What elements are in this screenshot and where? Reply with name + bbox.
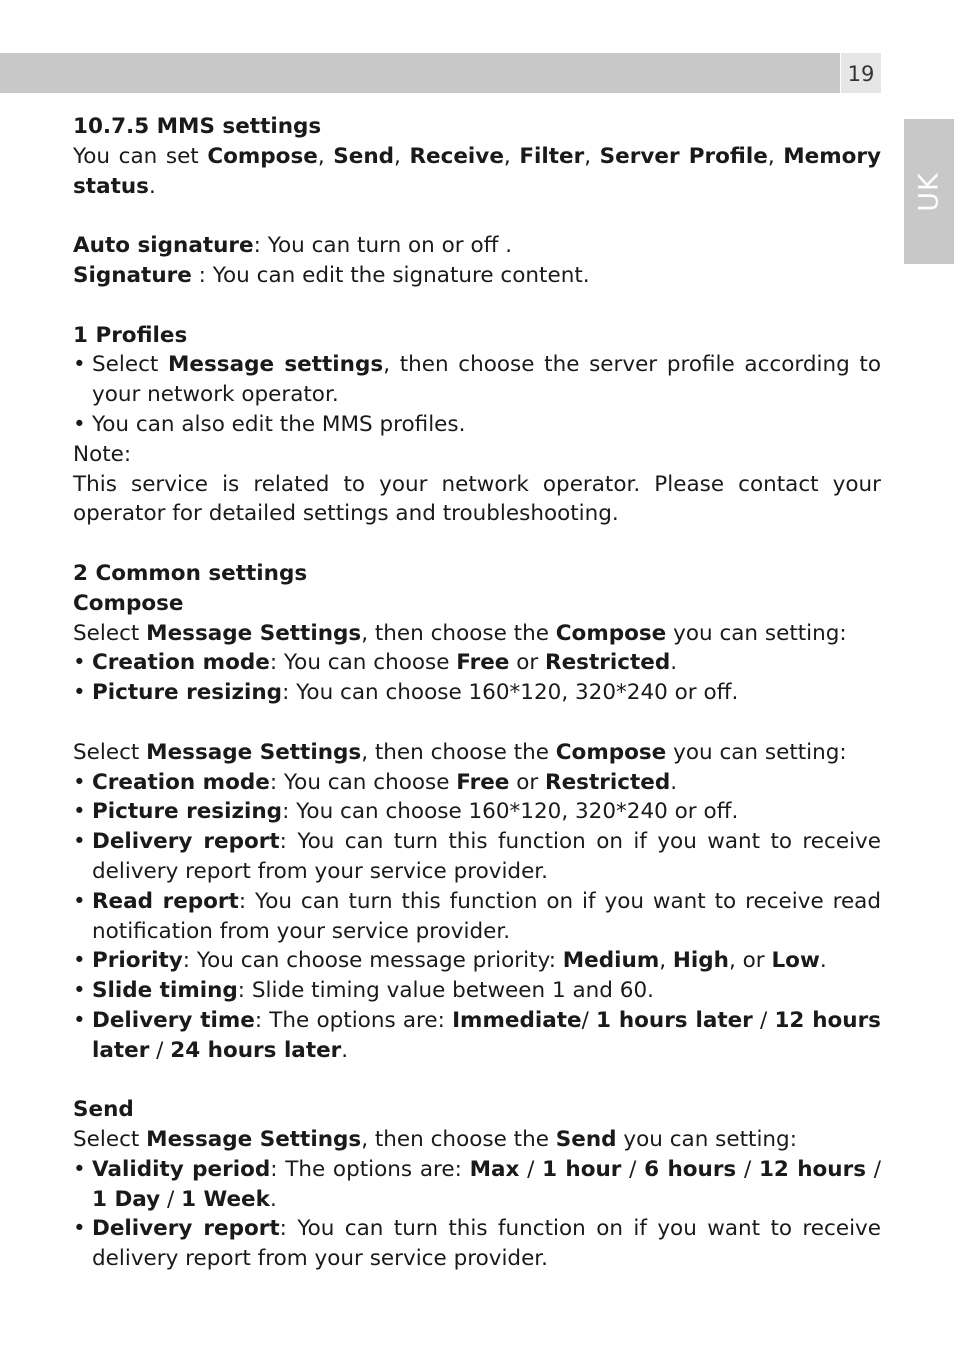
list-item: • Slide timing: Slide timing value between 1 and 60.: [73, 976, 881, 1006]
list-item: • Select Message settings, then choose the server profile according to your network operator.: [73, 350, 881, 410]
subsection-title-send: Send: [73, 1097, 134, 1123]
list-item: • Validity period: The options are: Max / 1 hour / 6 hours / 12 hours / 1 Day / 1 Week.: [73, 1155, 881, 1215]
subsection-title-compose: Compose: [73, 590, 184, 616]
note-text: This service is related to your network operator. Please contact your operator for detailed settings and troubleshooting.: [73, 471, 881, 527]
list-item: • Creation mode: You can choose Free or Restricted.: [73, 648, 881, 678]
compose-list: [73, 648, 881, 708]
page-number: 19: [841, 53, 881, 93]
section-title-profiles: 1 Profiles: [73, 322, 188, 348]
compose-list-2: [73, 768, 881, 1066]
signature-line: Signature : You can edit the signature content.: [73, 262, 590, 288]
mms-intro: You can set Compose, Send, Receive, Filter, Server Profile, Memory status.: [73, 143, 882, 199]
section-title-common-settings: 2 Common settings: [73, 560, 308, 586]
send-list: [73, 1155, 881, 1274]
profiles-list: [73, 350, 881, 439]
section-title-mms-settings: 10.7.5 MMS settings: [73, 114, 322, 139]
list-item: • Picture resizing: You can choose 160*120, 320*240 or off.: [73, 678, 881, 708]
header-bar: [0, 53, 840, 93]
auto-signature-line: Auto signature: You can turn on or off .: [73, 233, 513, 259]
note-label: Note:: [73, 441, 132, 467]
list-item: • You can also edit the MMS profiles.: [73, 410, 881, 440]
list-item: • Delivery report: You can turn this function on if you want to receive delivery report from your service provider.: [73, 1214, 881, 1274]
compose-intro: Select Message Settings, then choose the Compose you can setting:: [73, 620, 847, 646]
list-item: • Delivery time: The options are: Immediate/ 1 hours later / 12 hours later / 24 hours later.: [73, 1006, 881, 1066]
page-content: [73, 112, 881, 1274]
language-tab: [904, 119, 954, 264]
send-intro: Select Message Settings, then choose the Send you can setting:: [73, 1127, 797, 1153]
list-item: • Creation mode: You can choose Free or Restricted.: [73, 768, 881, 798]
list-item: • Delivery report: You can turn this function on if you want to receive delivery report from your service provider.: [73, 827, 881, 887]
list-item: • Read report: You can turn this function on if you want to receive read notification from your service provider.: [73, 887, 881, 947]
language-tab-label: UK: [913, 171, 945, 212]
list-item: • Priority: You can choose message priority: Medium, High, or Low.: [73, 946, 881, 976]
list-item: • Picture resizing: You can choose 160*120, 320*240 or off.: [73, 797, 881, 827]
compose-intro-2: Select Message Settings, then choose the Compose you can setting:: [73, 739, 847, 765]
